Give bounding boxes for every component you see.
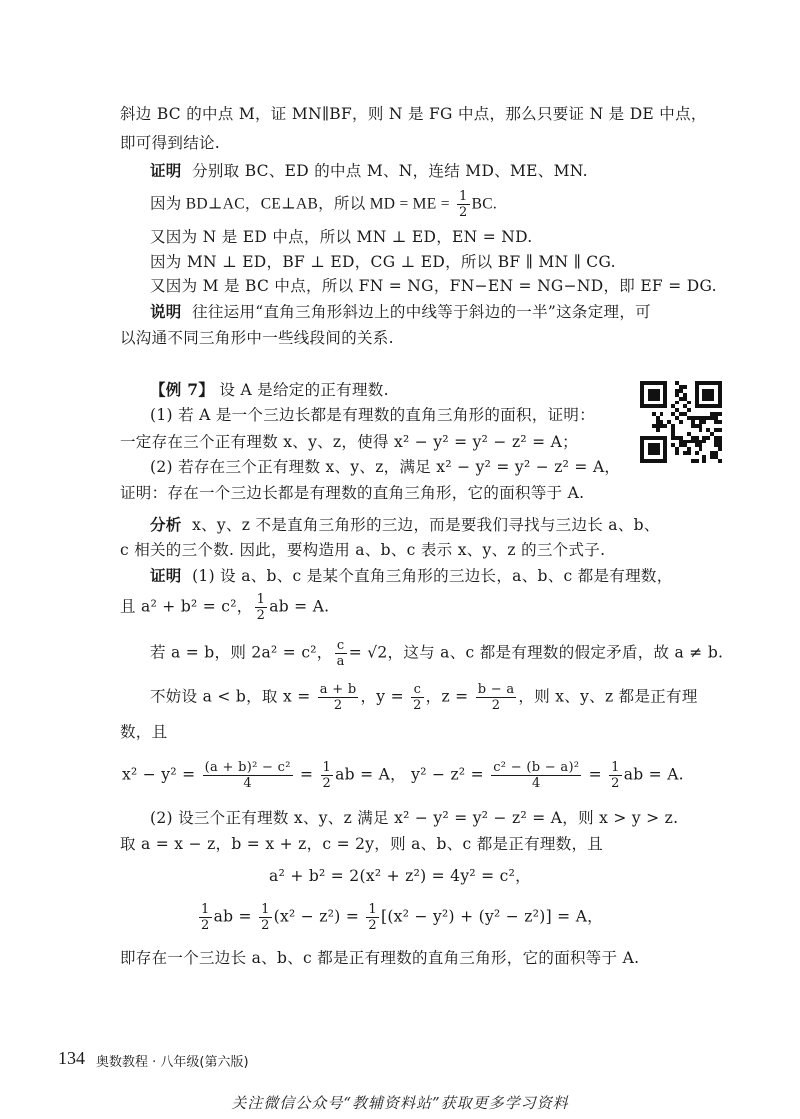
eq-equals-2: =	[588, 765, 602, 784]
frac-denominator: 2	[333, 698, 343, 713]
proof-prev-line-2-pre: 因为 BD⊥AC，CE⊥AB，所以 MD = ME =	[150, 195, 450, 213]
example-label: 【例 7】	[150, 380, 215, 399]
frac-numerator: 1	[256, 592, 266, 607]
book-title: 奥数教程 · 八年级(第六版)	[96, 1055, 249, 1070]
qr-module	[718, 459, 722, 463]
analysis-label: 分析	[150, 515, 182, 534]
eq2-b: (x² − z²) =	[273, 907, 360, 926]
equation-row	[122, 760, 684, 791]
note-prev-line-2: 以沟通不同三角形中一些线段间的关系.	[120, 329, 394, 347]
frac-denominator: 4	[531, 776, 541, 791]
frac-numerator: c	[411, 682, 424, 698]
proof-7-line-1	[150, 566, 673, 586]
frac-denominator: a	[336, 654, 345, 669]
eq-lhs-1: x² − y² =	[122, 765, 196, 784]
example-7-heading	[150, 380, 389, 400]
fraction-c-over-a	[335, 638, 347, 669]
assume-line	[150, 682, 698, 713]
fraction-z	[476, 682, 517, 713]
fraction-half	[259, 902, 272, 933]
assume-z-label: ，z =	[425, 687, 469, 706]
proof-7-line-2-pre: 且 a² + b² = c²，	[120, 597, 253, 616]
assume-y-label: ，y =	[360, 687, 404, 706]
proof-prev-line-3: 又因为 N 是 ED 中点，所以 MN ⊥ ED，EN = ND.	[150, 228, 533, 246]
case-post: = √2，这与 a、c 都是有理数的假定矛盾，故 a ≠ b.	[348, 643, 724, 662]
assume-pre: 不妨设 a < b，取 x =	[150, 687, 311, 706]
frac-numerator: c	[335, 638, 347, 654]
frac-numerator: c² − (b − a)²	[493, 760, 580, 775]
note-label: 说明	[150, 302, 182, 321]
frac-numerator: 1	[368, 902, 377, 917]
proof-7-part2-line1: (2) 设三个正有理数 x、y、z 满足 x² − y² = y² − z² = A，则 x > y > z.	[150, 809, 679, 827]
frac-denominator: 2	[200, 918, 210, 933]
analysis-7-text: x、y、z 不是直角三角形的三边，而是要我们寻找与三边长 a、b、	[192, 516, 660, 534]
note-prev-line-1	[150, 302, 651, 322]
example-7-part1-line1: (1) 若 A 是一个三边长都是有理数的直角三角形的面积，证明：	[150, 406, 596, 424]
proof-label: 证明	[150, 161, 182, 180]
frac-numerator: 1	[322, 760, 332, 775]
eq-equals-1: =	[300, 765, 314, 784]
analysis-7-line-2: c 相关的三个数. 因此，要构造用 a、b、c 表示 x、y、z 的三个式子.	[120, 541, 606, 559]
frac-denominator: 4	[243, 776, 252, 791]
proof-prev-text: 分别取 BC、ED 的中点 M、N，连结 MD、ME、MN.	[192, 162, 588, 180]
proof-prev-line-2-post: BC.	[471, 195, 498, 213]
eq2-a: ab =	[213, 907, 252, 926]
example-7-part1-line2: 一定存在三个正有理数 x、y、z，使得 x² − y² = y² − z² = A；	[120, 433, 578, 451]
frac-denominator: 2	[256, 608, 266, 623]
page-number: 134	[58, 1048, 85, 1068]
eq-ab-1: ab = A，	[335, 765, 406, 784]
assume-line-2: 数，且	[120, 723, 168, 741]
fraction-half	[366, 902, 379, 933]
eq-ab-2: ab = A.	[623, 765, 684, 784]
frac-denominator: 2	[611, 776, 620, 791]
fraction-half	[457, 189, 470, 220]
watermark-text: 关注微信公众号“教辅资料站”获取更多学习资料	[231, 1094, 569, 1112]
frac-denominator: 2	[368, 918, 377, 933]
fraction-half	[255, 592, 268, 623]
proof-7-label: 证明	[150, 566, 182, 585]
fraction-x	[318, 682, 359, 713]
fraction-half	[609, 760, 622, 791]
example-7-part2-line1: (2) 若存在三个正有理数 x、y、z，满足 x² − y² = y² − z² = A，	[150, 458, 621, 476]
eq2-c: [(x² − y²) + (y² − z²)] = A，	[380, 907, 603, 926]
eq-lhs-2: y² − z² =	[411, 765, 484, 784]
assume-post: ，则 x、y、z 都是正有理	[518, 687, 698, 706]
note-prev-text: 往往运用“直角三角形斜边上的中线等于斜边的一半”这条定理，可	[192, 303, 651, 321]
frac-numerator: b − a	[477, 682, 515, 697]
case-line	[150, 638, 723, 669]
proof-7-part2-line2: 取 a = x − z，b = x + z，c = 2y，则 a、b、c 都是正有理数，且	[120, 835, 604, 853]
frac-denominator: 2	[413, 698, 422, 713]
proof-prev-line-1	[150, 161, 588, 181]
frac-denominator: 2	[322, 776, 332, 791]
fraction-y	[411, 682, 424, 713]
example-7-part2-line2: 证明：存在一个三边长都是有理数的直角三角形，它的面积等于 A.	[120, 484, 585, 502]
part2-equation-2	[0, 902, 800, 933]
fraction-eq-2	[491, 760, 581, 791]
analysis-intro-line-1: 斜边 BC 的中点 M，证 MN∥BF，则 N 是 FG 中点，那么只要证 N 是 DE 中点，	[120, 105, 707, 123]
frac-numerator: (a + b)² − c²	[204, 760, 291, 775]
analysis-intro-line-2: 即可得到结论.	[120, 134, 221, 152]
proof-prev-line-4: 因为 MN ⊥ ED，BF ⊥ ED，CG ⊥ ED，所以 BF ∥ MN ∥ CG.	[150, 253, 616, 271]
fraction-half	[321, 760, 334, 791]
proof-prev-line-2	[150, 189, 497, 220]
example-stem: 设 A 是给定的正有理数.	[219, 381, 389, 399]
analysis-7-line-1	[150, 515, 660, 535]
fraction-eq-1	[203, 760, 293, 791]
frac-denominator: 2	[261, 918, 270, 933]
case-pre: 若 a = b，则 2a² = c²，	[150, 643, 333, 662]
conclusion-line: 即存在一个三边长 a、b、c 都是正有理数的直角三角形，它的面积等于 A.	[120, 949, 640, 967]
proof-prev-line-5: 又因为 M 是 BC 中点，所以 FN = NG，FN−EN = NG−ND，即 EF = DG.	[150, 277, 717, 295]
part2-equation-1: a² + b² = 2(x² + z²) = 4y² = c²，	[269, 867, 531, 885]
frac-denominator: 2	[458, 205, 468, 220]
frac-numerator: 1	[458, 189, 468, 204]
frac-numerator: a + b	[319, 682, 357, 697]
frac-numerator: 1	[611, 760, 620, 775]
proof-7-line-2	[120, 592, 329, 623]
qr-code[interactable]	[640, 381, 722, 463]
proof-7-line-2-post: ab = A.	[269, 597, 330, 616]
frac-numerator: 1	[200, 902, 210, 917]
proof-7-text: (1) 设 a、b、c 是某个直角三角形的三边长，a、b、c 都是有理数，	[192, 567, 673, 585]
frac-denominator: 2	[491, 698, 501, 713]
frac-numerator: 1	[261, 902, 270, 917]
fraction-half	[199, 902, 212, 933]
